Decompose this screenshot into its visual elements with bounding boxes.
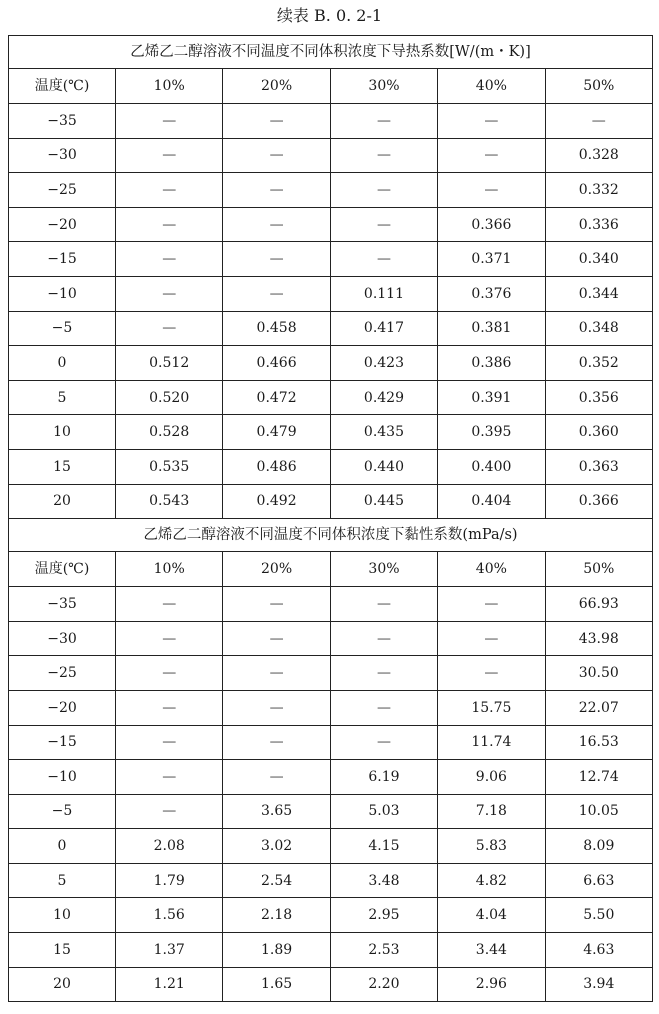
value-cell: 3.44 [438, 933, 545, 968]
header-temperature: 温度(℃) [9, 69, 116, 104]
value-cell: 0.492 [223, 484, 330, 519]
value-cell: 0.417 [330, 311, 437, 346]
value-cell: — [223, 242, 330, 277]
value-cell: — [116, 311, 223, 346]
table-row [9, 898, 653, 933]
header-concentration: 40% [438, 552, 545, 587]
value-cell: — [438, 656, 545, 691]
header-row [9, 552, 653, 587]
header-temperature: 温度(℃) [9, 552, 116, 587]
value-cell: 4.82 [438, 863, 545, 898]
value-cell: 15.75 [438, 690, 545, 725]
value-cell: — [545, 104, 652, 139]
section-title-row [9, 36, 653, 69]
value-cell: 16.53 [545, 725, 652, 760]
value-cell: 0.486 [223, 449, 330, 484]
value-cell: 0.391 [438, 380, 545, 415]
value-cell: 5.83 [438, 829, 545, 864]
value-cell: — [330, 242, 437, 277]
temperature-cell: −10 [9, 276, 116, 311]
table-row [9, 104, 653, 139]
value-cell: — [330, 138, 437, 173]
header-concentration: 30% [330, 552, 437, 587]
value-cell: 0.458 [223, 311, 330, 346]
table-row [9, 690, 653, 725]
temperature-cell: −30 [9, 138, 116, 173]
value-cell: 0.520 [116, 380, 223, 415]
value-cell: 0.440 [330, 449, 437, 484]
table-row [9, 933, 653, 968]
value-cell: 0.512 [116, 346, 223, 381]
value-cell: 0.376 [438, 276, 545, 311]
value-cell: 4.15 [330, 829, 437, 864]
value-cell: — [116, 138, 223, 173]
temperature-cell: 20 [9, 484, 116, 519]
value-cell: — [116, 207, 223, 242]
value-cell: 43.98 [545, 621, 652, 656]
header-concentration: 10% [116, 552, 223, 587]
value-cell: 9.06 [438, 760, 545, 795]
value-cell: — [438, 104, 545, 139]
value-cell: 3.48 [330, 863, 437, 898]
value-cell: — [116, 760, 223, 795]
value-cell: 0.360 [545, 415, 652, 450]
value-cell: — [330, 104, 437, 139]
value-cell: 0.395 [438, 415, 545, 450]
temperature-cell: 15 [9, 449, 116, 484]
section-title: 乙烯乙二醇溶液不同温度不同体积浓度下黏性系数(mPa/s) [9, 519, 653, 552]
table-row [9, 587, 653, 622]
value-cell: — [438, 587, 545, 622]
value-cell: 1.56 [116, 898, 223, 933]
temperature-cell: −20 [9, 207, 116, 242]
value-cell: — [116, 621, 223, 656]
value-cell: — [116, 794, 223, 829]
temperature-cell: −30 [9, 621, 116, 656]
value-cell: 0.429 [330, 380, 437, 415]
value-cell: 5.50 [545, 898, 652, 933]
value-cell: 0.535 [116, 449, 223, 484]
value-cell: 2.08 [116, 829, 223, 864]
temperature-cell: −15 [9, 242, 116, 277]
value-cell: — [330, 173, 437, 208]
value-cell: 0.528 [116, 415, 223, 450]
value-cell: 2.54 [223, 863, 330, 898]
value-cell: — [330, 207, 437, 242]
value-cell: 0.466 [223, 346, 330, 381]
value-cell: 0.381 [438, 311, 545, 346]
value-cell: 6.19 [330, 760, 437, 795]
value-cell: — [116, 656, 223, 691]
temperature-cell: −15 [9, 725, 116, 760]
value-cell: 0.386 [438, 346, 545, 381]
value-cell: — [223, 104, 330, 139]
value-cell: 11.74 [438, 725, 545, 760]
temperature-cell: 5 [9, 380, 116, 415]
value-cell: 0.336 [545, 207, 652, 242]
value-cell: — [116, 690, 223, 725]
value-cell: — [116, 242, 223, 277]
value-cell: — [223, 587, 330, 622]
table-row [9, 967, 653, 1002]
table-row [9, 794, 653, 829]
value-cell: — [116, 173, 223, 208]
value-cell: 1.37 [116, 933, 223, 968]
header-row [9, 69, 653, 104]
value-cell: — [223, 207, 330, 242]
temperature-cell: 15 [9, 933, 116, 968]
value-cell: 0.400 [438, 449, 545, 484]
value-cell: 12.74 [545, 760, 652, 795]
header-concentration: 30% [330, 69, 437, 104]
value-cell: 1.79 [116, 863, 223, 898]
table-row [9, 346, 653, 381]
value-cell: — [223, 173, 330, 208]
value-cell: — [438, 138, 545, 173]
header-concentration: 50% [545, 552, 652, 587]
value-cell: 4.04 [438, 898, 545, 933]
value-cell: 0.543 [116, 484, 223, 519]
temperature-cell: 10 [9, 898, 116, 933]
value-cell: 8.09 [545, 829, 652, 864]
value-cell: 0.348 [545, 311, 652, 346]
temperature-cell: −20 [9, 690, 116, 725]
value-cell: 6.63 [545, 863, 652, 898]
value-cell: 2.53 [330, 933, 437, 968]
table-row [9, 760, 653, 795]
value-cell: 0.111 [330, 276, 437, 311]
table-caption: 续表 B. 0. 2-1 [276, 6, 383, 25]
value-cell: — [223, 690, 330, 725]
temperature-cell: −35 [9, 104, 116, 139]
value-cell: 2.18 [223, 898, 330, 933]
value-cell: 0.423 [330, 346, 437, 381]
data-table [8, 35, 653, 1002]
value-cell: 0.435 [330, 415, 437, 450]
temperature-cell: −5 [9, 794, 116, 829]
value-cell: — [330, 725, 437, 760]
value-cell: 22.07 [545, 690, 652, 725]
value-cell: — [223, 276, 330, 311]
value-cell: 5.03 [330, 794, 437, 829]
table-row [9, 380, 653, 415]
table-row [9, 415, 653, 450]
value-cell: 0.479 [223, 415, 330, 450]
value-cell: 3.94 [545, 967, 652, 1002]
value-cell: 30.50 [545, 656, 652, 691]
table-row [9, 207, 653, 242]
value-cell: — [223, 621, 330, 656]
temperature-cell: 0 [9, 346, 116, 381]
value-cell: — [438, 621, 545, 656]
header-concentration: 40% [438, 69, 545, 104]
temperature-cell: −25 [9, 656, 116, 691]
section-title: 乙烯乙二醇溶液不同温度不同体积浓度下导热系数[W/(m・K)] [9, 36, 653, 69]
value-cell: 0.445 [330, 484, 437, 519]
table-row [9, 621, 653, 656]
value-cell: 66.93 [545, 587, 652, 622]
value-cell: 0.352 [545, 346, 652, 381]
value-cell: — [223, 138, 330, 173]
table-row [9, 311, 653, 346]
value-cell: 0.328 [545, 138, 652, 173]
value-cell: — [330, 621, 437, 656]
value-cell: 7.18 [438, 794, 545, 829]
temperature-cell: 5 [9, 863, 116, 898]
table-row [9, 276, 653, 311]
value-cell: — [438, 173, 545, 208]
value-cell: — [116, 725, 223, 760]
table-row [9, 725, 653, 760]
value-cell: 0.404 [438, 484, 545, 519]
value-cell: 1.89 [223, 933, 330, 968]
value-cell: 0.332 [545, 173, 652, 208]
value-cell: 10.05 [545, 794, 652, 829]
table-row [9, 484, 653, 519]
value-cell: 2.95 [330, 898, 437, 933]
value-cell: 0.344 [545, 276, 652, 311]
table-row [9, 863, 653, 898]
header-concentration: 20% [223, 552, 330, 587]
header-concentration: 10% [116, 69, 223, 104]
value-cell: 1.65 [223, 967, 330, 1002]
value-cell: 0.366 [438, 207, 545, 242]
temperature-cell: −35 [9, 587, 116, 622]
value-cell: — [223, 725, 330, 760]
value-cell: — [223, 760, 330, 795]
value-cell: 2.96 [438, 967, 545, 1002]
value-cell: 0.366 [545, 484, 652, 519]
value-cell: — [223, 656, 330, 691]
table-row [9, 138, 653, 173]
value-cell: — [116, 276, 223, 311]
value-cell: 0.356 [545, 380, 652, 415]
value-cell: — [116, 104, 223, 139]
temperature-cell: 20 [9, 967, 116, 1002]
temperature-cell: 10 [9, 415, 116, 450]
section-title-row [9, 519, 653, 552]
table-row [9, 656, 653, 691]
temperature-cell: −25 [9, 173, 116, 208]
value-cell: 0.340 [545, 242, 652, 277]
table-row [9, 449, 653, 484]
value-cell: — [330, 690, 437, 725]
table-row [9, 173, 653, 208]
temperature-cell: −10 [9, 760, 116, 795]
value-cell: 1.21 [116, 967, 223, 1002]
value-cell: — [116, 587, 223, 622]
value-cell: 3.02 [223, 829, 330, 864]
value-cell: 3.65 [223, 794, 330, 829]
header-concentration: 50% [545, 69, 652, 104]
value-cell: — [330, 587, 437, 622]
temperature-cell: −5 [9, 311, 116, 346]
table-row [9, 242, 653, 277]
header-concentration: 20% [223, 69, 330, 104]
value-cell: 0.371 [438, 242, 545, 277]
value-cell: 0.472 [223, 380, 330, 415]
value-cell: — [330, 656, 437, 691]
value-cell: 2.20 [330, 967, 437, 1002]
table-row [9, 829, 653, 864]
value-cell: 4.63 [545, 933, 652, 968]
temperature-cell: 0 [9, 829, 116, 864]
value-cell: 0.363 [545, 449, 652, 484]
